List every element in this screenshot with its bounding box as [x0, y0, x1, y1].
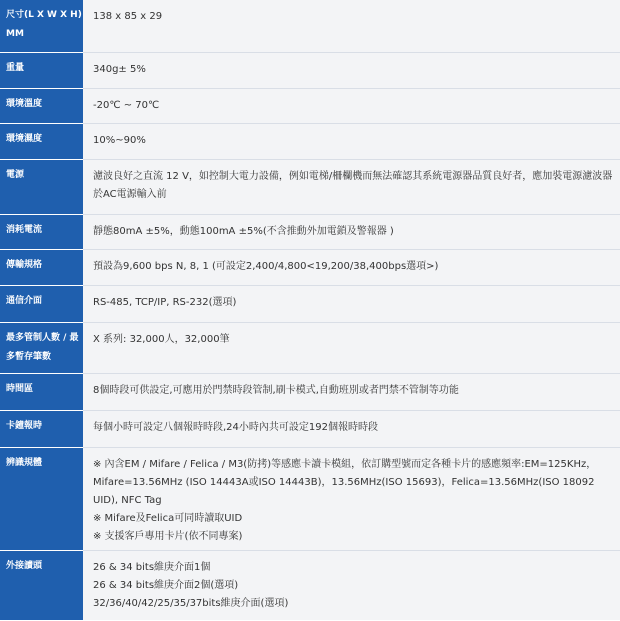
spec-row-power [0, 160, 620, 215]
spec-label: 環境溫度 [0, 89, 83, 124]
spec-label: 消耗電流 [0, 215, 83, 250]
spec-label: 通信介面 [0, 286, 83, 323]
spec-value [83, 411, 620, 447]
spec-value [83, 124, 620, 159]
spec-value-line: 32/36/40/42/25/35/37bits維庚介面(選項) [93, 598, 289, 609]
spec-label: 辨識規體 [0, 448, 83, 551]
spec-value-line: X 系列: 32,000人，32,000筆 [93, 334, 230, 345]
spec-value [83, 53, 620, 88]
spec-value [83, 89, 620, 123]
spec-row-dimensions [0, 0, 620, 53]
spec-value-line: 26 & 34 bits維庚介面1個 [93, 562, 211, 573]
spec-label: 電源 [0, 160, 83, 215]
spec-label: 卡鐘報時 [0, 411, 83, 448]
spec-label: 重量 [0, 53, 83, 89]
spec-value-line: 340g± 5% [93, 64, 146, 75]
spec-label: 環境濕度 [0, 124, 83, 160]
spec-row-weight [0, 53, 620, 89]
spec-row-current [0, 215, 620, 250]
spec-label: 最多管制人數 / 最多暫存筆數 [0, 323, 83, 374]
spec-value [83, 215, 620, 249]
spec-row-external-reader [0, 551, 620, 620]
spec-value [83, 448, 620, 550]
spec-value-line: -20℃ ~ 70℃ [93, 100, 160, 111]
spec-value-line: 8個時段可供設定,可應用於門禁時段管制,刷卡模式,自動班別或者門禁不管制等功能 [93, 385, 459, 396]
spec-value [83, 250, 620, 285]
spec-row-temperature [0, 89, 620, 124]
spec-value-line: ※ 內含EM / Mifare / Felica / M3(防拷)等感應卡讀卡模組，依訂購型號而定各種卡片的感應頻率:EM=125KHz，Mifare=13.56MHz (ISO 14443A或ISO 14443B)，13.56MHz(ISO 15693)，Felica=13.56MHz(ISO 18092 UID), NFC Tag [93, 459, 597, 506]
spec-value-line: ※ Mifare及Felica可同時讀取UID [93, 513, 243, 524]
spec-value-line: 靜態80mA ±5%，動態100mA ±5%(不含推動外加電鎖及警報器 ) [93, 226, 394, 237]
spec-value-line: 26 & 34 bits維庚介面2個(選項) [93, 580, 239, 591]
spec-row-chime [0, 411, 620, 448]
spec-label: 外接讀頭 [0, 551, 83, 621]
spec-row-transmission [0, 250, 620, 286]
spec-value-line: 預設為9,600 bps N, 8, 1 (可設定2,400/4,800<19,200/38,400bps選項>) [93, 261, 439, 272]
spec-label: 傳輸規格 [0, 250, 83, 286]
spec-value [83, 160, 620, 214]
spec-value-line: 每個小時可設定八個報時時段,24小時內共可設定192個報時時段 [93, 422, 378, 433]
spec-row-interface [0, 286, 620, 323]
spec-value [83, 0, 620, 52]
spec-value-line: 10%~90% [93, 135, 146, 146]
spec-value-line: 濾波良好之直流 12 V，如控制大電力設備，例如電梯/柵欄機而無法確認其系統電源器品質良好者，應加裝電源濾波器於AC電源輸入前 [93, 171, 613, 200]
spec-label: 尺寸(L X W X H)MM [0, 0, 83, 53]
spec-value [83, 286, 620, 322]
spec-value [83, 551, 620, 620]
spec-value-line: RS-485, TCP/IP, RS-232(選項) [93, 297, 237, 308]
spec-label: 時間區 [0, 374, 83, 411]
spec-value [83, 374, 620, 410]
spec-row-humidity [0, 124, 620, 160]
spec-row-capacity [0, 323, 620, 374]
spec-value [83, 323, 620, 373]
spec-row-recognition [0, 448, 620, 551]
spec-value-line: 138 x 85 x 29 [93, 11, 163, 22]
spec-value-line: ※ 支援客戶專用卡片(依不同專案) [93, 531, 243, 542]
spec-row-time-zone [0, 374, 620, 411]
